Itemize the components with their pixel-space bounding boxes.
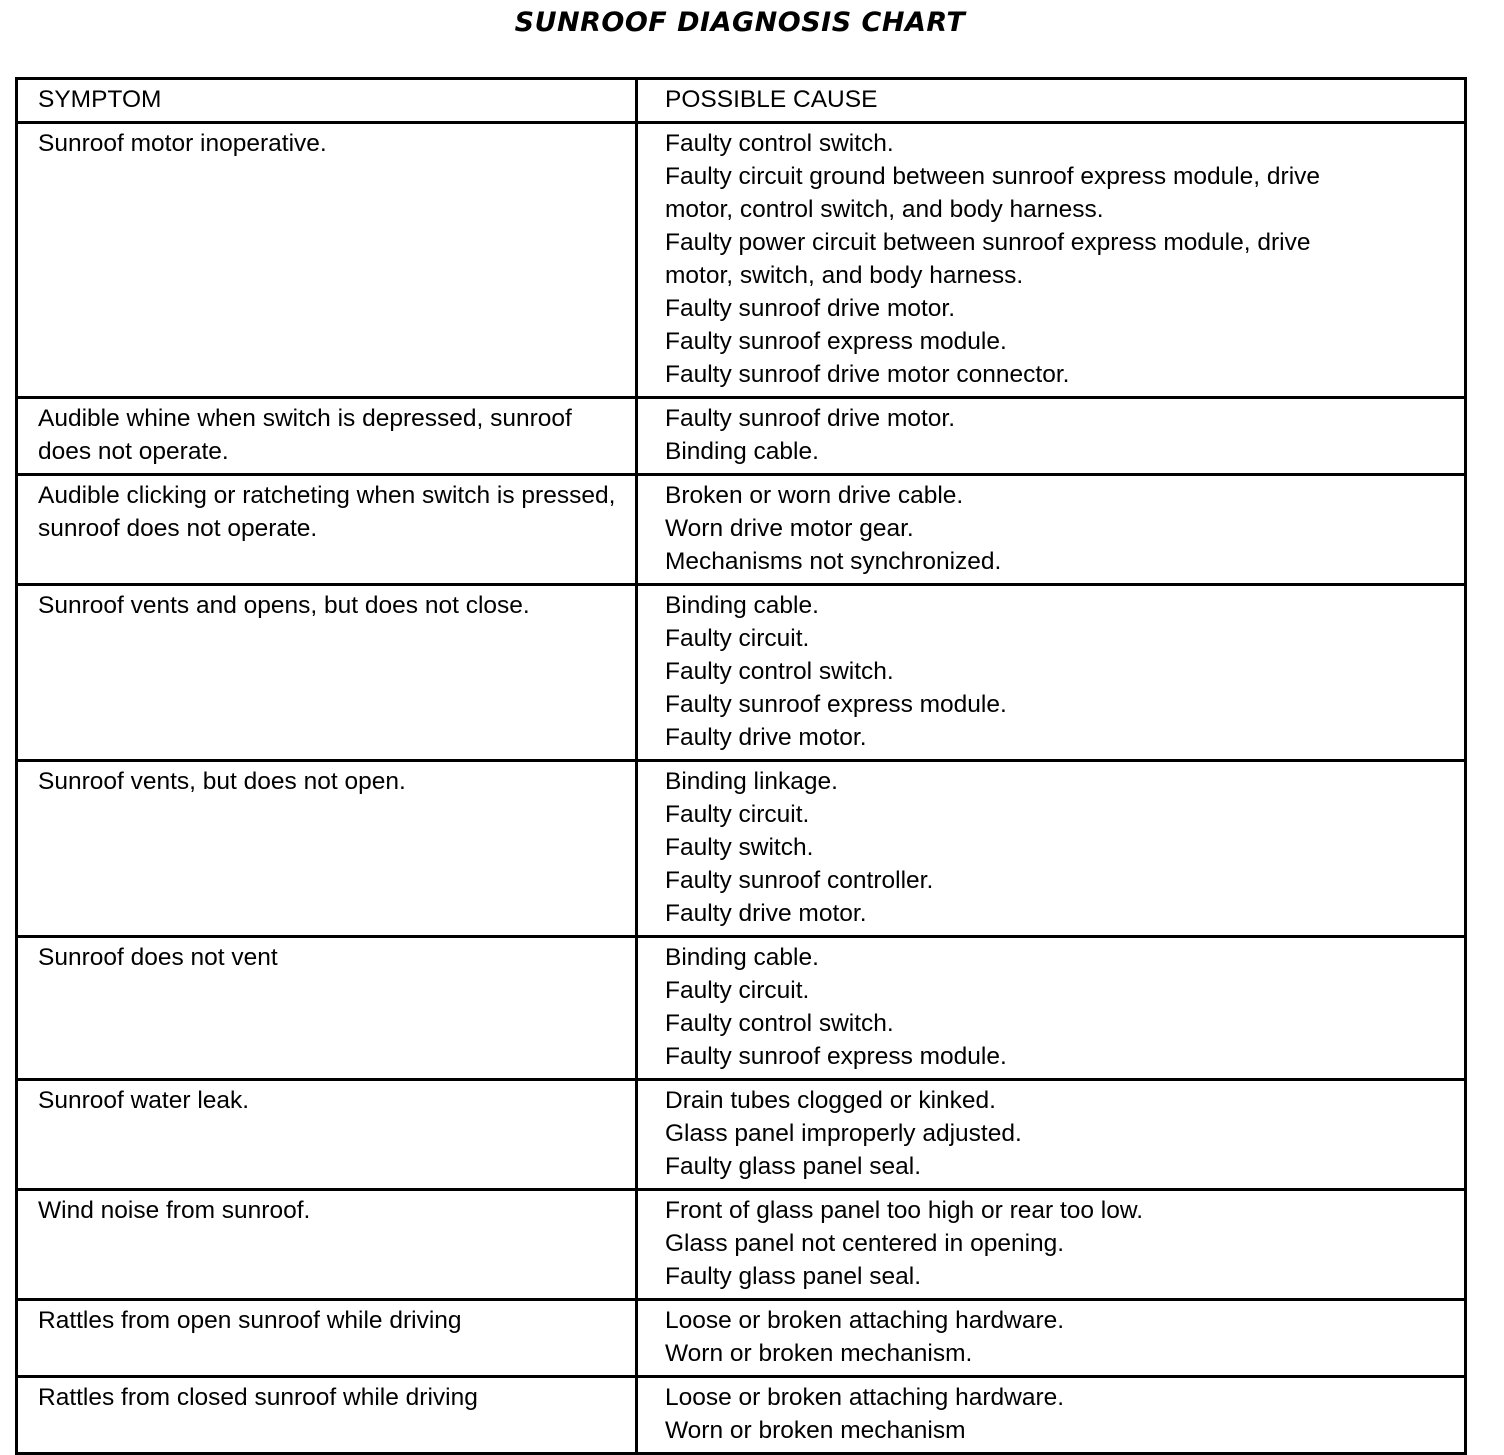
possible-cause-item: Faulty drive motor. [665,900,867,927]
possible-cause-item: Drain tubes clogged or kinked. [665,1087,996,1114]
possible-cause-item: Loose or broken attaching hardware. [665,1384,1065,1411]
header-row [17,79,1466,123]
possible-cause-cell [637,937,1466,1080]
possible-cause-item: Binding cable. [665,592,819,619]
table-row [17,585,1466,761]
possible-cause-item: Faulty control switch. [665,130,894,157]
symptom-cell: Sunroof vents, but does not open. [17,761,637,937]
possible-cause-item: Faulty sunroof express module. [665,691,1007,718]
table-row [17,1080,1466,1190]
table-row [17,123,1466,398]
symptom-column-header: SYMPTOM [17,79,637,123]
possible-cause-item: Worn or broken mechanism [665,1417,966,1444]
possible-cause-cell [637,1377,1466,1454]
possible-cause-item: Faulty glass panel seal. [665,1263,922,1290]
chart-title: SUNROOF DIAGNOSIS CHART [514,7,966,38]
symptom-cell: Audible whine when switch is depressed, sunroof does not operate. [17,398,637,475]
possible-cause-item: Binding cable. [665,438,819,465]
table-row [17,761,1466,937]
possible-cause-item: Glass panel not centered in opening. [665,1230,1065,1257]
possible-cause-item: Front of glass panel too high or rear too low. [665,1197,1144,1224]
table-row [17,1300,1466,1377]
possible-cause-item: Faulty sunroof controller. [665,867,934,894]
possible-cause-item: Binding cable. [665,944,819,971]
symptom-cell: Sunroof motor inoperative. [17,123,637,398]
possible-cause-item: Worn or broken mechanism. [665,1340,973,1367]
table-body [17,123,1466,1454]
possible-cause-item: Faulty sunroof drive motor. [665,295,956,322]
possible-cause-cell [637,1300,1466,1377]
symptom-cell: Sunroof does not vent [17,937,637,1080]
possible-cause-column-header: POSSIBLE CAUSE [637,79,1466,123]
table-row [17,475,1466,585]
possible-cause-cell [637,123,1466,398]
possible-cause-item: Binding linkage. [665,768,838,795]
table-row [17,1190,1466,1300]
possible-cause-item: Loose or broken attaching hardware. [665,1307,1065,1334]
possible-cause-item: Faulty control switch. [665,1010,894,1037]
symptom-cell: Sunroof vents and opens, but does not close. [17,585,637,761]
possible-cause-item: Faulty control switch. [665,658,894,685]
possible-cause-item: Faulty sunroof express module. [665,328,1007,355]
possible-cause-item: Glass panel improperly adjusted. [665,1120,1022,1147]
possible-cause-item: Broken or worn drive cable. [665,482,964,509]
diagnosis-table [15,77,1467,1455]
possible-cause-item: Faulty sunroof drive motor. [665,405,956,432]
possible-cause-item: Faulty drive motor. [665,724,867,751]
table-header [17,79,1466,123]
symptom-cell: Sunroof water leak. [17,1080,637,1190]
possible-cause-item: Faulty sunroof drive motor connector. [665,361,1070,388]
table-row [17,937,1466,1080]
possible-cause-item: motor, control switch, and body harness. [665,196,1104,223]
possible-cause-item: Faulty power circuit between sunroof express module, drive [665,229,1311,256]
table-row [17,1377,1466,1454]
possible-cause-cell [637,585,1466,761]
possible-cause-item: Mechanisms not synchronized. [665,548,1002,575]
possible-cause-cell [637,1190,1466,1300]
table-row [17,398,1466,475]
symptom-cell: Rattles from closed sunroof while driving [17,1377,637,1454]
possible-cause-item: motor, switch, and body harness. [665,262,1024,289]
possible-cause-cell [637,398,1466,475]
symptom-cell: Wind noise from sunroof. [17,1190,637,1300]
symptom-cell: Rattles from open sunroof while driving [17,1300,637,1377]
possible-cause-item: Faulty circuit. [665,977,810,1004]
possible-cause-cell [637,475,1466,585]
possible-cause-item: Faulty switch. [665,834,814,861]
symptom-cell: Audible clicking or ratcheting when switch is pressed, sunroof does not operate. [17,475,637,585]
possible-cause-item: Faulty circuit. [665,801,810,828]
possible-cause-item: Faulty glass panel seal. [665,1153,922,1180]
possible-cause-cell [637,761,1466,937]
possible-cause-cell [637,1080,1466,1190]
possible-cause-item: Worn drive motor gear. [665,515,914,542]
possible-cause-item: Faulty circuit ground between sunroof express module, drive [665,163,1321,190]
possible-cause-item: Faulty circuit. [665,625,810,652]
possible-cause-item: Faulty sunroof express module. [665,1043,1007,1070]
